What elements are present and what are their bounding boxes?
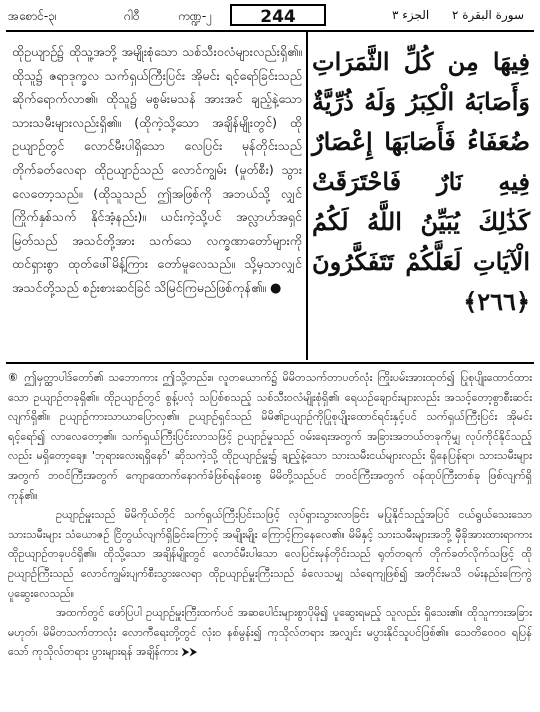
header-book-part: အစောင်-၃၊ — [8, 9, 57, 23]
burmese-translation — [12, 40, 302, 301]
header-volume: ဂါဝီ — [124, 9, 140, 23]
header-surah: سورة البقرة ٢ — [452, 8, 525, 22]
footnote-section — [8, 368, 532, 662]
verse-number: ٢٦٦ — [477, 287, 516, 316]
footnote-paragraph: ⑥ ဤမှတ္ထာပါဒ်တော်၏ သဘောကား ဤသို့တည်း။ လူတယောက်၌ မိမိတသက်တာပတ်လုံး ကြိုးပမ်းအားထုတ်၍ ပြုစုပျိုးထောင်ထားသော ဥယျာဉ်တခုရှိ၏။ ထိုဥယျာဉ်တွင် စွန့်ပလုံ သပြစ်စသည့် သစ်သီးဝလံမျိုးစုံရှိ၏၊ ရေယဉ်ချောင်းများလည်း အသင့်တော့စွာစီးဆင်းလျက်ရှိ၏။ ဥယျာဉ်ကားသာယာပြောလှ၏။ ဥယျာဉ်ရှင်သည် မိမိ၏ဥယျာဉ်ကိုပြုစုပျိုးထောင်ရင်းနှင့်ပင် သက်ရှယ်ကြီးပြင်း အိုမင်းရင့်ရော်၍ လာလေတော့၏။ သက်ရှယ်ကြီးပြင်းလာသဖြင့် ဥယျာဉ်မှုသည် ဝမ်းရေးအတွက် အခြားအဘယ်တခုကိုမျှ လုပ်ကိုင်နိုင်သည့်လည်း မရှိတော့ချေ။ 'ဘုရားလေးရရှိနော်' ဆိုသကဲ့သို့ ထိုဥယျာဉ်မှူး၌ ချည့်နဲ့သော သားသမီးငယ်များလည်း ရှိနေပြန်ရာ၊ သားသမီးများအတွက် ဘဝင်ကြီးအတွက် ကျောထောက်နောက်ခံဖြစ်ရန်ဝေးစွ မိမိတို့သည်ပင် ဘဝင်ကြီးအတွက် ဝန်ထုပ်ကြီးတစ်ခု ဖြစ်လျက်ရှိကုန်၏။ — [8, 371, 532, 502]
translation-paragraph: ထိုဥယျာဉ်၌ ထိုသူ့အဘို့ အမျိုးစုံသော သစ်သီးဝလံများလည်းရှိ၏။ ထိုသူ၌ ဇရာဒုက္ခလ သက်ရှယ်ကြီးပြင်း အိုမင်း ရင့်ရော်ခြင်းသည် ဆိုက်ရောက်လာ၏၊ ထိုသူ၌ မစွမ်းမသန် အားအင် ချည့်နဲ့သော သားသမီးများလည်းရှိ၏။ (ထိုကဲ့သို့သော အချိန်မျိုးတွင်) ထိုဥယျာဉ်တွင် လောင်မီးပါရှိသော လေပြင်း မုန်တိုင်းသည် တိုက်ခတ်လေရာ ထိုဥယျာဉ်သည် လောင်ကျွမ်း (မှုတ်စီး) သွားလေတော့သည်။ (ထိုသူသည် ဤအဖြစ်ကို အဘယ်သို့ လျှင် ကြိုက်နှစ်သက် နိုင်အံ့နည်း)။ ယင်းကဲ့သို့ပင် အလ္လာဟ်အရှင်မြတ်သည် အသင်တို့အား သက်သေ လက္ခဏာတော်များကို ထင်ရှားစွာ ထုတ်ဖေါ်မိန့်ကြား တော်မူလေသည်။ သို့မှသာလျှင် အသင်တို့သည် စဉ်းစားဆင်ခြင် သိမြင်ကြမည်ဖြစ်ကုန်၏။ — [12, 44, 302, 295]
column-divider — [306, 32, 308, 360]
footnote-paragraph: အထက်တွင် ဖော်ပြပါ ဥယျာဉ်မှူးကြီးထက်ပင် အဆပေါင်းများစွာပိုမို၍ ပူဆွေးရမည့် သူလည်း ရှိသေး၏။ ထိုသူကားအခြားမဟုတ်၊ မိမိတသက်တာလုံး လောကီရေးတို့တွင် လုံးဝ နစ်မွန်း၍ ကုသိုလ်တရား အလျှင်း မပွားနိုင်သူပင်ဖြစ်၏။ သေတိဝေဝဝ ရပြန်သော် ကုသိုလ်တရား ပွားများရန် အချိန်ကား ⮞⮞ — [8, 606, 532, 659]
arabic-verse — [312, 42, 530, 322]
header-section: ကဏ္ဍ-၂ — [178, 9, 213, 23]
arabic-verse-text: فِيهَا مِن كُلِّ الثَّمَرَاتِ وَأَصَابَهُ الْكِبَرُ وَلَهُ ذُرِّيَّةٌ ضُعَفَاءُ فَأَصَابَهَا إِعْصَارٌ فِيهِ نَارٌ فَاحْتَرَقَتْ كَذَٰلِكَ يُبَيِّنُ اللَّهُ لَكُمُ الْآيَاتِ لَعَلَّكُمْ تَتَفَكَّرُونَ — [312, 47, 530, 276]
paragraph-end-mark: ● — [270, 280, 282, 296]
footnote-rule — [6, 362, 534, 364]
header-rule — [6, 30, 534, 32]
page-header — [6, 4, 534, 30]
verse-number-marker: ﴿٢٦٦﴾ — [463, 287, 530, 316]
header-juz: الجزء ٣ — [392, 8, 430, 22]
footnote-paragraph: ဥယျာဉ်မှူးသည် မိမိကိုယ်တိုင် သက်ရှယ်ကြီးပြင်းသဖြင့် လုပ်ရှားသွားလာခြင်း မပြုနိုင်သည့်အပြင် ငယ်ရွယ်သေးသောသားသမီးများ သံယောဇဉ် ငြိတွယ်လျက်ရှိခြင်းကြောင့် အမျိုးမျိုး ကြောင့်ကြနေလေ၏။ မိမိနှင့် သားသမီးများအဘို့ မှီခိုအားထားရာကား ထိုဥယျာဉ်တခုပင်ရှိ၏။ ထိုသို့သော အချိန်မျိုးတွင် လောင်မီးပါသော လေပြင်းမုန်တိုင်းသည် ရုတ်တရက် တိုက်ခတ်လိုက်သဖြင့် ထိုဥယျာဉ်ကြီးသည် လောင်ကျွမ်းပျက်စီးသွားလေရာ ထိုဥယျာဉ်မှူးကြီးသည် ခံလေသမျှ သံရေကျဖြစ်၍ အတိုင်းမသိ ဝမ်းနည်းကြေကွဲ ပူဆွေးလေသည်။ — [8, 508, 532, 600]
page-number: 244 — [230, 4, 326, 26]
